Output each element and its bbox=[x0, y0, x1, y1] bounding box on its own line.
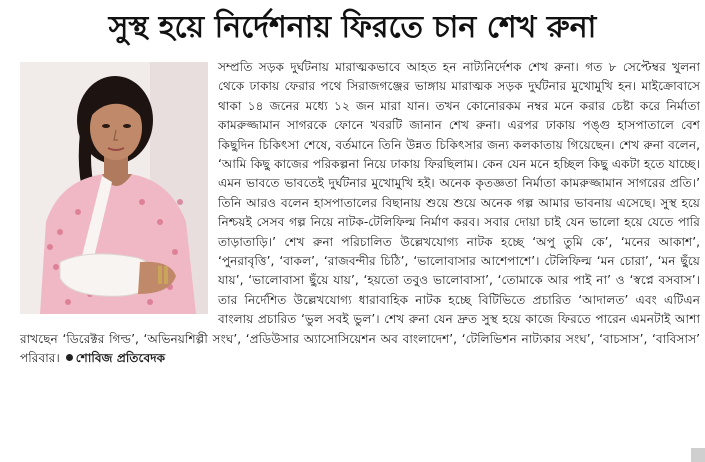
article-text: সম্প্রতি সড়ক দুর্ঘটনায় মারাত্মকভাবে আহত হন নাট্যনির্দেশক শেখ রুনা। গত ৮ সেপ্টেম্বর খুলনা থেকে ঢাকায় ফেরার পথে সিরাজগঞ্জের ভাঙ্গায় মারাত্মক সড়ক দুর্ঘটনার মুখোমুখি হন। মাইক্রোবাসে থাকা ১৪ জনের মধ্যে ১২ জন মারা যান। তখন কোনোরকম নম্বর মনে করার চেষ্টা করে নির্মাতা কামরুজ্জামান সাগরকে ফোনে খবরটি জানান শেখ রুনা। এরপর ঢাকায় পঙ্গু হাসপাতালে বেশ কিছুদিন চিকিৎসা শেষে, বর্তমানে তিনি উন্নত চিকিৎসার জন্য কলকাতায় গিয়েছেন। শেখ রুনা বলেন, ‘আমি কিছু কাজের পরিকল্পনা নিয়ে ঢাকায় ফিরছিলাম। কেন যেন মনে হচ্ছিল কিছু একটা হতে যাচ্ছে। এমন ভাবতে ভাবতেই দুর্ঘটনার মুখোমুখি হই। অনেক কৃতজ্ঞতা নির্মাতা কামরুজ্জামান সাগরের প্রতি।’ তিনি আরও বলেন হাসপাতালের বিছানায় শুয়ে শুয়ে অনেক গল্প আমার ভাবনায় এসেছে। সুস্থ হয়ে নিশ্চয়ই সেসব গল্প নিয়ে নাটক-টেলিফিল্ম নির্মাণ করব। সবার দোয়া চাই যেন ভালো হয়ে যেতে পারি তাড়াতাড়ি।’ শেখ রুনা পরিচালিত উল্লেখযোগ্য নাটক হচ্ছে ‘অপু তুমি কে’, ‘মনের আকাশ’, ‘পুনরাবৃত্তি’, ‘বাকল’, ‘রাজবন্দীর চিঠি’, ‘ভালোবাসার আশেপাশে’। টেলিফিল্ম ‘মন চোরা’, ‘মন ছুঁয়ে যায়’, ‘ভালোবাসা ছুঁয়ে যায়’, ‘হয়তো তবুও ভালোবাসা’, ‘তোমাকে আর পাই না’ ও ‘স্বপ্নে বসবাস’। তার নির্দেশিত উল্লেখযোগ্য ধারাবাহিক নাটক হচ্ছে বিটিভিতে প্রচারিত ‘আদালত’ এবং এটিএন বাংলায় প্রচারিত ‘ভুল সবই ভুল’। শেখ রুনা যেন দ্রুত সুস্থ হয়ে কাজে ফিরতে পারেন এমনটাই আশা রাখছেন ‘ডিরেক্টর গিল্ড’, ‘অভিনয়শিল্পী সংঘ’, ‘প্রডিউসার অ্যাসোসিয়েশন অব বাংলাদেশ’, ‘টেলিভিশন নাট্যকার সংঘ’, ‘বাচসাস’, ‘বাবিসাস’ পরিবার। bbox=[20, 60, 700, 366]
page-corner-fold bbox=[691, 448, 705, 462]
portrait-photo bbox=[20, 62, 208, 314]
article-headline: সুস্থ হয়ে নির্দেশনায় ফিরতে চান শেখ রুনা bbox=[108, 10, 597, 45]
bullet-dot-icon bbox=[66, 354, 73, 361]
article-byline: শোবিজ প্রতিবেদক bbox=[75, 351, 166, 366]
article-body bbox=[20, 58, 700, 369]
